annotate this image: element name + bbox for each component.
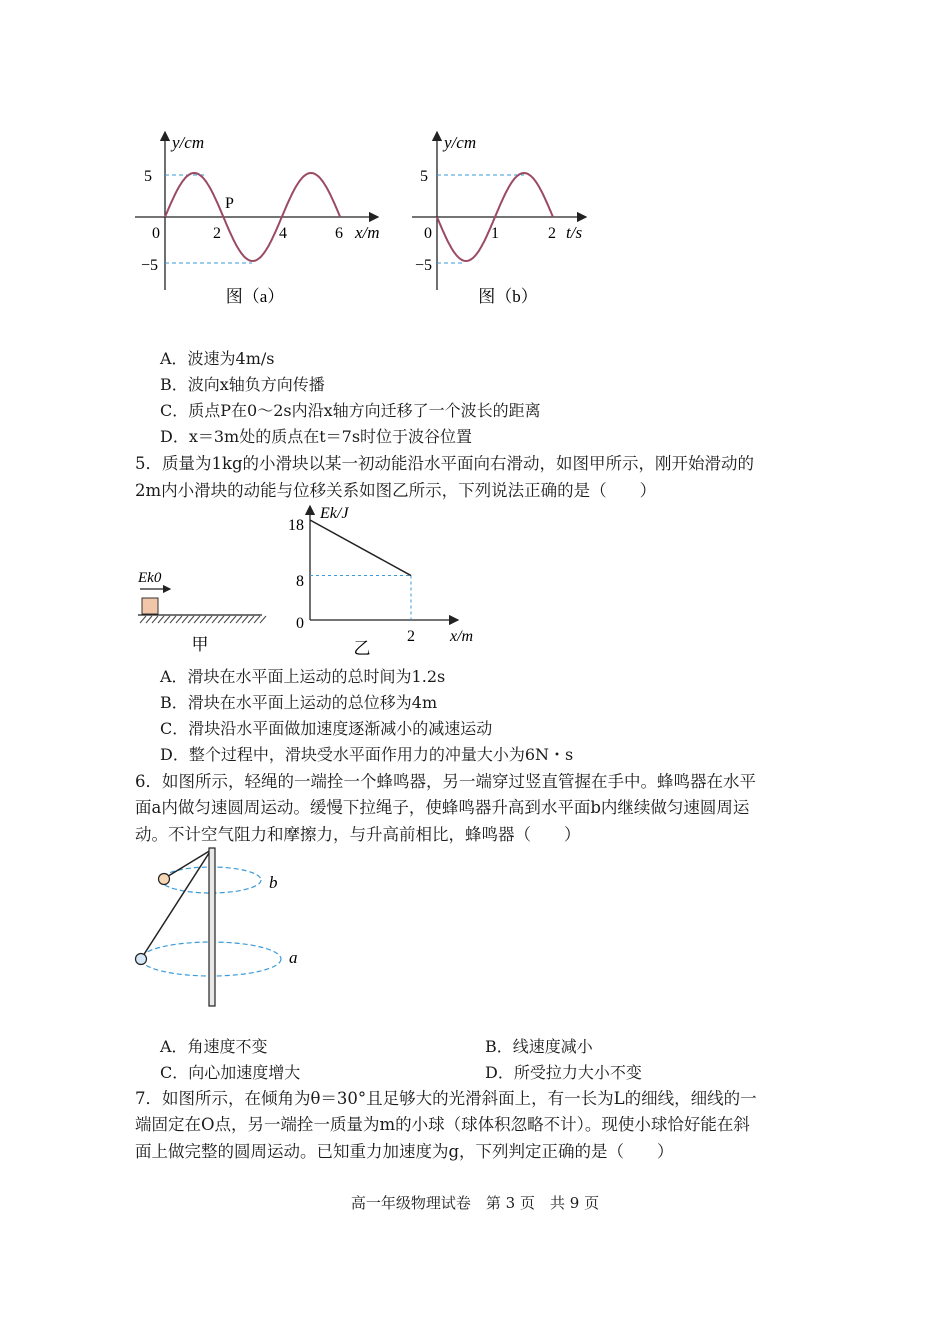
- q6-option-d: D．所受拉力大小不变: [485, 1063, 642, 1082]
- x-tick-label: 2: [548, 225, 556, 242]
- wave-graph-a: [120, 122, 400, 317]
- buzzer-upper: [159, 874, 170, 885]
- rope-lower: [141, 850, 211, 959]
- q4-option-a: A．波速为4m/s: [160, 349, 275, 368]
- q7-stem-line: 7．如图所示，在倾角为θ＝30°且足够大的光滑斜面上，有一长为L的细线，细线的一: [135, 1089, 757, 1108]
- x-tick-label: 0: [424, 225, 432, 242]
- plane-b-label: b: [269, 873, 278, 892]
- energy-line: [310, 520, 411, 576]
- plane-a-label: a: [289, 948, 298, 967]
- page-footer: 高一年级物理试卷 第 3 页 共 9 页: [350, 1194, 600, 1212]
- q6-option-b: B．线速度减小: [485, 1037, 593, 1056]
- q5-option-a: A．滑块在水平面上运动的总时间为1.2s: [160, 667, 446, 686]
- x-axis-label: x/m: [450, 628, 474, 645]
- y-tick-label: 8: [296, 573, 304, 590]
- y-axis-label: Ek/J: [320, 505, 349, 522]
- q5-stem-line: 2m内小滑块的动能与位移关系如图乙所示，下列说法正确的是（ ）: [135, 481, 657, 500]
- q4-option-d: D．x＝3m处的质点在t＝7s时位于波谷位置: [160, 427, 473, 446]
- figure-caption: 图（b）: [478, 287, 538, 306]
- y-tick-label: −5: [140, 257, 158, 274]
- figure-caption: 甲: [191, 635, 209, 654]
- q6-stem-line: 6．如图所示，轻绳的一端拴一个蜂鸣器，另一端穿过竖直管握在手中。蜂鸣器在水平: [135, 772, 756, 791]
- point-p-label: P: [225, 195, 234, 212]
- y-tick-label: −5: [414, 257, 432, 274]
- q6-option-c: C．向心加速度增大: [160, 1063, 301, 1082]
- energy-graph-yi: [280, 500, 490, 660]
- q5-option-d: D．整个过程中，滑块受水平面作用力的冲量大小为6N・s: [160, 745, 574, 764]
- q7-stem-line: 面上做完整的圆周运动。已知重力加速度为g，下列判定正确的是（ ）: [135, 1142, 674, 1161]
- x-tick-label: 1: [491, 225, 499, 242]
- y-tick-label: 0: [296, 615, 304, 632]
- q6-stem-line: 动。不计空气阻力和摩擦力，与升高前相比，蜂鸣器（ ）: [135, 825, 581, 844]
- vertical-tube: [209, 848, 215, 1006]
- y-axis-label: y/cm: [172, 133, 205, 152]
- x-tick-label: 2: [407, 628, 415, 645]
- q6-option-a: A．角速度不变: [160, 1037, 268, 1056]
- q4-option-c: C．质点P在0～2s内沿x轴方向迁移了一个波长的距离: [160, 401, 541, 420]
- x-axis-label: t/s: [566, 223, 583, 242]
- block-figure-jia: [130, 560, 270, 660]
- x-tick-label: 6: [335, 225, 343, 242]
- figure-caption: 图（a）: [225, 287, 285, 306]
- q4-option-b: B．波向x轴负方向传播: [160, 375, 325, 394]
- ek0-label: Ek0: [138, 570, 162, 586]
- q5-option-c: C．滑块沿水平面做加速度逐渐减小的减速运动: [160, 719, 493, 738]
- rope-upper: [165, 850, 211, 878]
- buzzer-lower: [136, 954, 147, 965]
- q7-stem-line: 端固定在O点，另一端拴一质量为m的小球（球体积忽略不计）。现使小球恰好能在斜: [135, 1115, 750, 1134]
- y-tick-label: 18: [288, 517, 304, 534]
- slider-block: [142, 598, 158, 614]
- ground-hatching: [140, 616, 266, 623]
- q5-stem-line: 5．质量为1kg的小滑块以某一初动能沿水平面向右滑动，如图甲所示，刚开始滑动的: [135, 454, 755, 473]
- x-tick-label: 2: [213, 225, 221, 242]
- y-tick-label: 5: [144, 168, 152, 185]
- vibration-graph-b: [400, 122, 600, 317]
- y-axis-label: y/cm: [444, 133, 477, 152]
- x-tick-label: 0: [152, 225, 160, 242]
- x-axis-label: x/m: [355, 223, 380, 242]
- y-tick-label: 5: [420, 168, 428, 185]
- figure-caption: 乙: [353, 639, 371, 658]
- buzzer-figure: [125, 842, 325, 1017]
- q6-stem-line: 面a内做匀速圆周运动。缓慢下拉绳子，使蜂鸣器升高到水平面b内继续做匀速圆周运: [135, 798, 750, 817]
- x-tick-label: 4: [279, 225, 287, 242]
- q5-option-b: B．滑块在水平面上运动的总位移为4m: [160, 693, 438, 712]
